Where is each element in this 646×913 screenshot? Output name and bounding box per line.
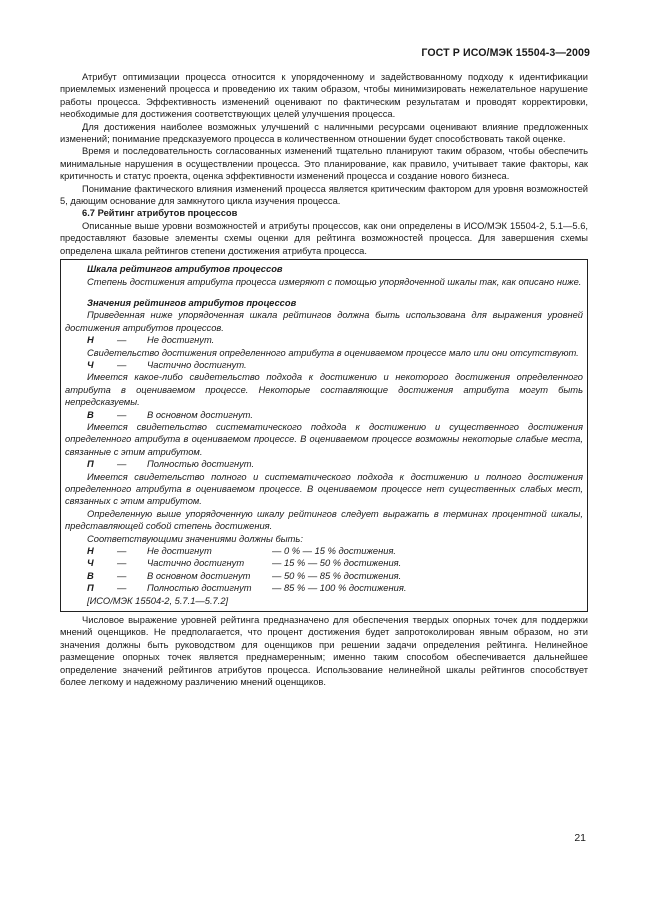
value-range: — 50 % — 85 % достижения. [272,570,402,581]
intro-paragraph: Для достижения наиболее возможных улучшений с наличными ресурсами оценивают влияние предложенных изменений; понимание предсказуемого процесса в количественном отношении будет способствовать такой оценке. [60,121,588,145]
level-name: Частично достигнут. [147,359,247,370]
level-row [65,359,583,371]
value-row [65,570,583,582]
level-description: Имеется какое-либо свидетельство подхода к достижению и некоторого достижения определенного атрибута в оцениваемом процессе. Некоторые составляющие достижения атрибута могут быть непредсказуемы. [65,372,583,408]
values-heading: Значения рейтингов атрибутов процессов [87,297,297,308]
level-name: Полностью достигнут. [147,459,255,470]
standard-reference: [ИСО/МЭК 15504-2, 5.7.1—5.7.2] [87,595,229,606]
value-range: — 0 % — 15 % достижения. [272,546,397,557]
level-description: Свидетельство достижения определенного атрибута в оцениваемом процессе мало или они отсутствуют. [87,347,579,358]
intro-paragraph: Понимание фактического влияния изменений процесса является критическим фактором для уровня возможностей 5, дающим основание для замкнутого цикла изучения процесса. [60,183,588,207]
level-row [65,458,583,470]
values-lead: Соответствующими значениями должны быть: [87,533,303,544]
value-dash: — [117,558,127,569]
level-code: Ч [87,359,94,370]
value-dash: — [117,570,127,581]
intro-paragraph: Атрибут оптимизации процесса относится к упорядоченному и задействованному подходу к идентификации приемлемых изменений процесса и проведению их таким образом, чтобы минимизировать нежелательное нарушение работы процесса. Эффективность изменений оценивают по фактическим результатам и проводят корректировки, необходимые для достижения соответствующих целей улучшения процесса. [60,72,588,120]
value-name: Полностью достигнут [147,583,252,594]
percent-intro: Определенную выше упорядоченную шкалу рейтингов следует выражать в терминах процентной шкалы, представляющей собой степень достижения. [65,508,583,532]
section-title: 6.7 Рейтинг атрибутов процессов [82,208,238,219]
scale-text: Степень достижения атрибута процесса измеряют с помощью упорядоченной шкалы так, как описано ниже. [87,276,582,287]
values-intro: Приведенная ниже упорядоченная шкала рейтингов должна быть использована для выражения уровней достижения атрибутов процессов. [65,310,583,333]
level-code: В [87,409,94,420]
level-description: Имеется свидетельство систематического подхода к достижению и существенного достижения определенного атрибута в оцениваемом процессе. В оцениваемом процессе возможны некоторые слабые места, связанные с этим атрибутом. [65,421,583,457]
value-row [65,582,583,594]
closing-paragraph: Числовое выражение уровней рейтинга предназначено для обеспечения твердых опорных точек для поддержки мнений оценщиков. Не предполагается, что процент достижения будет запротоколирован явным образом, но эти значения должны быть руководством для оценщиков при решении задачи определения рейтинга. Нелинейное размещение опорных точек является преднамеренным; именно таким способом обеспечивается дальнейшее определение значений рейтингов атрибутов процесса. Использование нелинейной шкалы рейтингов способствует более легкому и надежному различению мнений оценщиков. [60,615,588,688]
value-code: Н [87,546,94,557]
value-code: П [87,583,94,594]
scale-heading: Шкала рейтингов атрибутов процессов [87,264,283,275]
value-code: В [87,570,94,581]
level-row [65,409,583,421]
level-name: Не достигнут. [147,335,215,346]
level-row [65,334,583,346]
level-dash: — [117,409,127,420]
level-code: Н [87,335,94,346]
value-range: — 85 % — 100 % достижения. [272,583,407,594]
page-content [60,71,588,689]
quoted-requirements-box [60,259,588,612]
value-row [65,557,583,569]
standard-header: ГОСТ Р ИСО/МЭК 15504-3—2009 [421,47,590,59]
level-code: П [87,459,94,470]
value-range: — 15 % — 50 % достижения. [272,558,402,569]
level-dash: — [117,359,127,370]
value-dash: — [117,583,127,594]
value-code: Ч [87,558,94,569]
value-dash: — [117,546,127,557]
section-paragraph: Описанные выше уровни возможностей и атрибуты процессов, как они определены в ИСО/МЭК 15504-2, 5.1—5.6, предоставляют базовые элементы схемы оценки для рейтинга возможностей процесса. Для завершения схемы определена шкала рейтингов степени достижения атрибута процесса. [60,220,588,256]
value-name: Не достигнут [147,546,212,557]
level-dash: — [117,335,127,346]
level-dash: — [117,459,127,470]
value-row [65,545,583,557]
page-number: 21 [574,832,586,844]
level-name: В основном достигнут. [147,409,253,420]
value-name: В основном достигнут [147,570,251,581]
level-description: Имеется свидетельство полного и систематического подхода к достижению и полного достижения определенного атрибута в оцениваемом процессе. В оцениваемом процессе нет существенных слабых мест, связанных с этим атрибутом. [65,471,583,507]
intro-paragraph: Время и последовательность согласованных изменений тщательно планируют таким образом, чтобы обеспечить минимальные нарушения в осуществлении процесса. Это планирование, как правило, учитывает такие факторы, как критичность и статус проекта, оценка эффективности изменений процесса и создание нового бизнеса. [60,146,588,182]
value-name: Частично достигнут [147,558,245,569]
